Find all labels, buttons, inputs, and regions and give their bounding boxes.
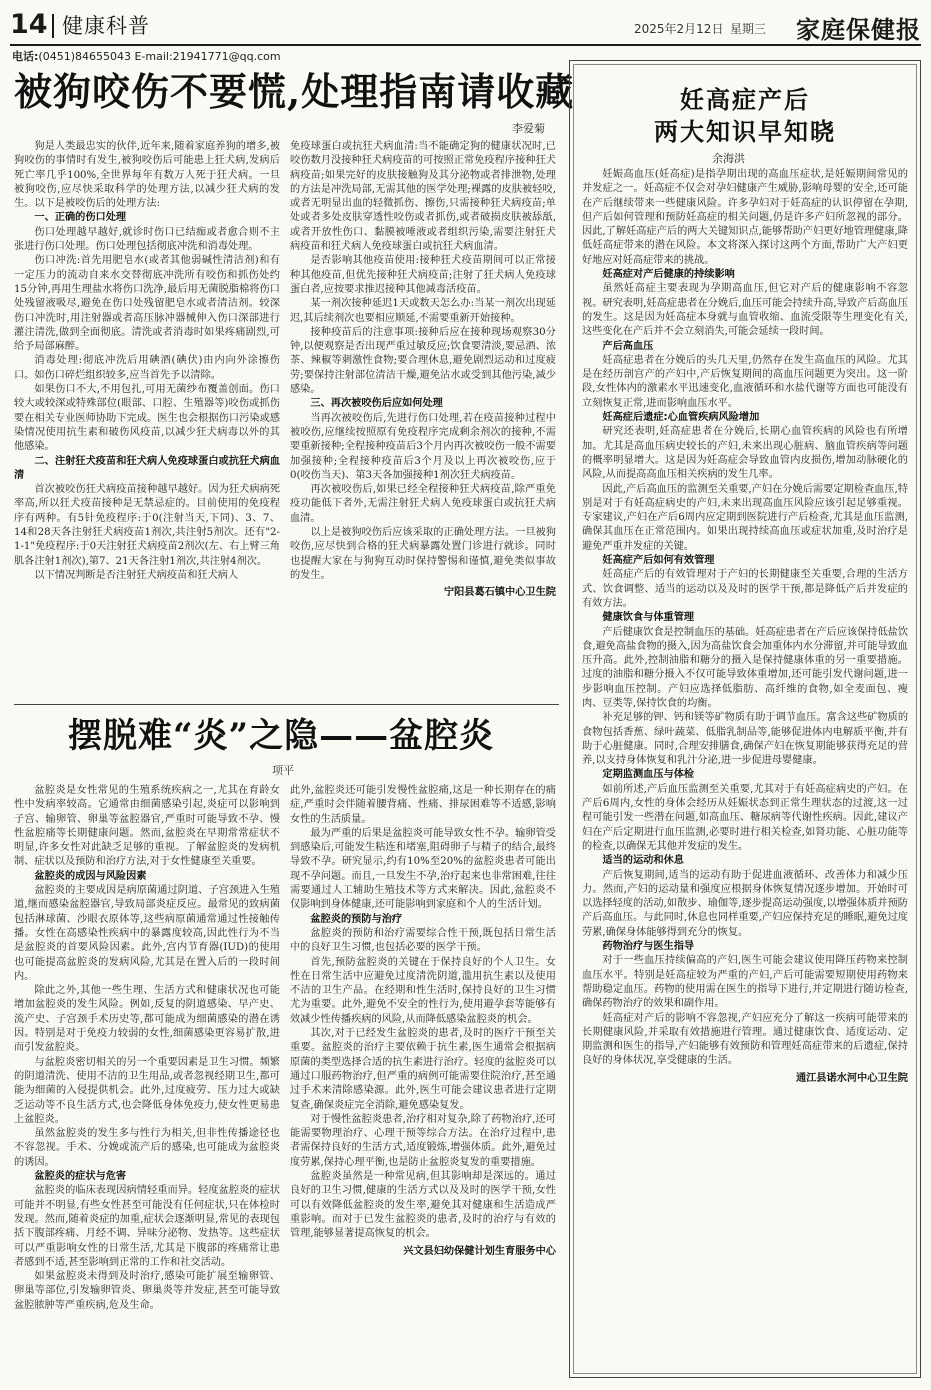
paragraph: 因此,产后高血压的监测至关重要,产妇在分娩后需要定期检查血压,特别是对于有妊高症病史的产妇,未来出现高血压风险应该引起足够重视。专家建议,产妇在产后6周内应定期到医院进行产后检查,尤其是血压监测,确保其血压在正常范围内。如果出现持续高血压或症状加重,及时治疗是避免严重并发症的关键。: [582, 483, 908, 552]
masthead: [10, 8, 921, 44]
paragraph: 狗是人类最忠实的伙伴,近年来,随着家庭养狗的增多,被狗咬伤的事情时有发生,被狗咬伤后可能患上狂犬病,发病后死亡率几乎100%,全世界每年有数万人死于狂犬病。一旦被狗咬伤,应尽快采取科学的处理方法,以减少狂犬病的发生。以下是被咬伤后的处理方法:: [14, 141, 280, 210]
contact-line: [12, 48, 281, 64]
subheading: 药物治疗与医生指导: [602, 941, 695, 953]
subheading: 二、注射狂犬疫苗和狂犬病人免疫球蛋白或抗狂犬病血清: [14, 455, 280, 481]
contact-label: 电话:: [12, 50, 39, 63]
paragraph: 盆腔炎的主要成因是病原菌通过阴道、子宫颈进入生殖道,继而感染盆腔器官,导致局部炎症反应。最常见的致病菌包括淋球菌、沙眼衣原体等,这些病原菌通常通过性接触传播。女性在高感染性疾病中的暴露度较高,因此性行为不当是盆腔炎的首要风险因素。此外,宫内节育器(IUD)的使用也可能提高盆腔炎的发病风险,尤其是在置入后的一段时间内。: [14, 885, 280, 982]
paragraph: 首先,预防盆腔炎的关键在于保持良好的个人卫生。女性在日常生活中应避免过度清洗阴道,滥用抗生素以及使用不洁的卫生产品。在经期和性生活时,保持良好的卫生习惯尤为重要。此外,避免不安全的性行为,使用避孕套等能够有效减少性传播疾病的风险,从而降低感染盆腔炎的机会。: [290, 956, 556, 1025]
author-affiliation: 宁阳县葛石镇中心卫生院: [443, 587, 556, 599]
paragraph: 伤口冲洗:首先用肥皂水(或者其他弱碱性清洁剂)和有一定压力的流动自来水交替彻底冲洗所有咬伤和抓伤处约15分钟,再用生理盐水将伤口洗净,最后用无菌脱脂棉将伤口处残留液吸尽,避免在伤口处残留肥皂水或者清洁剂。较深伤口冲洗时,用注射器或者高压脉冲器械伸入伤口深部进行灌注清洗,做到全面彻底。清洗或者消毒时如果疼痛剧烈,可给予局部麻醉。: [14, 255, 280, 353]
paragraph: 免疫球蛋白或抗狂犬病血清:当不能确定狗的健康状况时,已咬伤数月没接种狂犬病疫苗的可按照正常免疫程序接种狂犬病疫苗;如果完好的皮肤接触狗及其分泌物或者排泄物,处理的方法是冲洗局部,无需其他的医学处理;裸露的皮肤被轻咬,或者无明显出血的轻微抓伤、擦伤,只需接种狂犬病疫苗;单处或者多处皮肤穿透性咬伤或者抓伤,或者破损皮肤被舔舐,或者开放性伤口、黏膜被唾液或者组织污染,需要注射狂犬病疫苗和狂犬病人免疫球蛋白或抗狂犬病血清。: [290, 141, 556, 253]
paragraph: 伤口处理越早越好,就诊时伤口已结痂或者愈合则不主张进行伤口处理。伤口处理包括彻底冲洗和消毒处理。: [14, 226, 280, 253]
paragraph: 妊高症对产后的影响不容忽视,产妇应充分了解这一疾病可能带来的长期健康风险,并采取有效措施进行管理。通过健康饮食、适度运动、定期监测和医生的指导,产妇能够有效预防和管理妊高症带来的后遗症,保持良好的身体状况,享受健康的生活。: [582, 1012, 908, 1067]
paragraph: 盆腔炎的预防和治疗需要综合性干预,既包括日常生活中的良好卫生习惯,也包括必要的医学干预。: [290, 927, 556, 954]
subheading: 三、再次被咬伤后应如何处理: [310, 398, 443, 410]
paragraph: 盆腔炎是女性常见的生殖系统疾病之一,尤其在育龄女性中发病率较高。它通常由细菌感染引起,炎症可以影响到子宫、输卵管、卵巢等盆腔器官,严重时可能导致不孕、慢性盆腔痛等长期健康问题。然而,盆腔炎在早期常常症状不明显,许多女性对此缺乏足够的重视。了解盆腔炎的发病机制、症状以及预防和治疗方法,对于女性健康至关重要。: [14, 785, 280, 868]
paragraph: 消毒处理:彻底冲洗后用碘酒(碘伏)由内向外涂擦伤口。如伤口碎烂组织较多,应当首先予以清除。: [14, 355, 280, 381]
paragraph: 补充足够的钾、钙和镁等矿物质有助于调节血压。富含这些矿物质的食物包括香蕉、绿叶蔬菜、低脂乳制品等,能够促进体内电解质平衡,并有助于心脏健康。同时,合理安排膳食,确保产妇在恢复期能够获得充足的营养,以支持身体恢复和乳汁分泌,进一步促进母婴健康。: [582, 712, 908, 767]
article-divider: [14, 704, 559, 705]
paragraph: 以下情况判断是否注射狂犬病疫苗和狂犬病人: [34, 569, 239, 581]
article3-author: 余海洪: [712, 152, 745, 165]
publication-date: 2025年2月12日: [634, 22, 724, 36]
paragraph: 对于一些血压持续偏高的产妇,医生可能会建议使用降压药物来控制血压水平。特别是妊高症较为严重的产妇,产后可能需要短期使用药物来帮助稳定血压。药物的使用需在医生的指导下进行,并定期进行随访检查,确保药物治疗的效果和副作用。: [582, 955, 908, 1010]
paragraph: 产后恢复期间,适当的运动有助于促进血液循环、改善体力和减少压力。然而,产妇的运动量和强度应根据身体恢复情况逐步增加。开始时可以选择轻度的活动,如散步、瑜伽等,逐步提高运动强度,以增强体质并预防产后高血压。与此同时,休息也同样重要,产妇应保持充足的睡眠,避免过度劳累,确保身体能够得到充分的恢复。: [582, 869, 908, 938]
masthead-rule: [10, 44, 921, 46]
paragraph: 盆腔炎的临床表现因病情轻重而异。轻度盆腔炎的症状可能并不明显,有些女性甚至可能没有任何症状,只在体检时发现。然而,随着炎症的加重,症状会逐渐明显,常见的表现包括下腹部疼痛、月经不调、异味分泌物、发热等。这些症状可以严重影响女性的日常生活,尤其是下腹部的疼痛常让患者感到不适,甚至影响到正常的工作和社交活动。: [14, 1185, 280, 1268]
contact-info: (0451)84655043 E-mail:21941771@qq.com: [38, 50, 281, 63]
paragraph: 妊高症患者在分娩后的头几天里,仍然存在发生高血压的风险。尤其是在经历剖宫产的产妇中,产后恢复期间的高血压问题更为突出。这一阶段,女性体内的激素水平迅速变化,血液循环和水盐代谢等方面也可能没有立刻恢复正常,进而影响血压水平。: [582, 354, 908, 409]
paragraph: 对于慢性盆腔炎患者,治疗相对复杂,除了药物治疗,还可能需要物理治疗、心理干预等综合方法。在治疗过程中,患者需保持良好的生活方式,适度锻炼,增强体质。此外,避免过度劳累,保持心理平衡,也是防止盆腔炎复发的重要措施。: [290, 1113, 556, 1168]
paragraph: 盆腔炎虽然是一种常见病,但其影响却是深远的。通过良好的卫生习惯,健康的生活方式以及及时的医学干预,女性可以有效降低盆腔炎的发生率,避免其对健康和生活造成严重影响。而对于已发生盆腔炎的患者,及时的治疗与有效的管理,能够显著提高恢复的机会。: [290, 1171, 556, 1240]
subheading: 产后高血压: [602, 340, 654, 352]
article3-title-line1: 妊高症产后: [680, 85, 810, 114]
section-name: 健康科普: [62, 14, 150, 38]
weekday: 星期三: [730, 22, 767, 36]
article1-column-2: [290, 140, 556, 695]
paragraph: 某一剂次接种延迟1天或数天怎么办:当某一剂次出现延迟,其后续剂次也要相应顺延,不需要重新开始接种。: [290, 298, 556, 324]
paragraph: 接种疫苗后的注意事项:接种后应在接种现场观察30分钟,以便观察是否出现严重过敏反应;饮食要清淡,要忌酒、浓茶、辣椒等刺激性食物;要合理休息,避免剧烈运动和过度疲劳;要保持注射部位清洁干燥,避免沾水或受到其他污染,减少感染。: [290, 326, 556, 396]
article2-author: 项平: [272, 764, 294, 777]
subheading: 盆腔炎的预防与治疗: [310, 913, 403, 925]
article2-column-1: [14, 784, 280, 1374]
article3-title-line2: 两大知识早知晓: [654, 117, 836, 146]
paragraph: 如果伤口不大,不用包扎,可用无菌纱布覆盖创面。伤口较大或较深或特殊部位(眼部、口腔、生殖器等)咬伤或抓伤要在相关专业医师协助下完成。医生也会根据伤口污染或感染情况使用抗生素和破伤风疫苗,以减少狂犬病毒以外的其他感染。: [14, 384, 280, 453]
paragraph: 再次被咬伤后,如果已经全程接种狂犬病疫苗,除严重免疫功能低下者外,无需注射狂犬病人免疫球蛋白或抗狂犬病血清。: [290, 484, 556, 524]
subheading: 盆腔炎的症状与危害: [34, 1171, 127, 1183]
paragraph: 妊娠高血压(妊高症)是指孕期出现的高血压症状,是妊娠期间常见的并发症之一。妊高症不仅会对孕妇健康产生威胁,影响母婴的安全,还可能在产后继续带来一些健康风险。许多孕妇对于妊高症的认识停留在孕期,但产后如何管理和预防妊高症的相关问题,仍是许多产妇所忽视的部分。因此,了解妊高症产后的两大关键知识点,能够帮助产妇更好地管理健康,降低妊高症带来的潜在风险。本文将深入探讨这两个方面,帮助广大产妇更好地应对妊高症带来的挑战。: [582, 169, 908, 266]
article2-title: 摆脱难“炎”之隐——盆腔炎: [68, 716, 495, 756]
subheading: 妊高症后遗症:心血管疾病风险增加: [602, 412, 760, 424]
subheading: 适当的运动和休息: [602, 855, 684, 867]
subheading: 盆腔炎的成因与风险因素: [34, 870, 147, 882]
paragraph: 以上是被狗咬伤后应该采取的正确处理方法。一旦被狗咬伤,应尽快到合格的狂犬病暴露处置门诊进行就诊。同时也提醒大家在与狗狗互动时保持警惕和谨慎,避免类似事故的发生。: [290, 527, 556, 581]
paragraph: 最为严重的后果是盆腔炎可能导致女性不孕。输卵管受到感染后,可能发生粘连和堵塞,阻碍卵子与精子的结合,最终导致不孕。研究显示,约有10%至20%的盆腔炎患者可能出现不孕问题。而且,一旦发生不孕,治疗起来也非常困难,往往需要通过人工辅助生殖技术等方式来解决。因此,盆腔炎不仅影响到身体健康,还可能影响到家庭和个人的生活计划。: [290, 827, 556, 911]
paragraph: 研究还表明,妊高症患者在分娩后,长期心血管疾病的风险也有所增加。尤其是高血压病史较长的产妇,未来出现心脏病、脑血管疾病等问题的概率明显增大。这是因为妊高症会导致血管内皮损伤,增加动脉硬化的风险,从而提高高血压相关疾病的发生几率。: [582, 426, 908, 481]
author-affiliation: 兴文县妇幼保健计划生育服务中心: [403, 1245, 556, 1257]
page-number: 14: [10, 9, 48, 40]
subheading: 一、正确的伤口处理: [34, 212, 127, 224]
paragraph: 如前所述,产后血压监测至关重要,尤其对于有妊高症病史的产妇。在产后6周内,女性的身体会经历从妊娠状态到正常生理状态的过渡,这一过程可能引发一些潜在问题,如高血压、糖尿病等代谢性疾病。因此,建议产妇在产后定期进行血压监测,必要时进行相关检查,如肾功能、心脏功能等的检查,以确保无其他并发症的发生。: [582, 783, 908, 852]
paragraph: 是否影响其他疫苗使用:接种狂犬疫苗期间可以正常接种其他疫苗,但优先接种狂犬病疫苗;注射了狂犬病人免疫球蛋白者,应按要求推迟接种其他减毒活疫苗。: [290, 255, 556, 295]
newspaper-name: 家庭保健报: [796, 15, 921, 44]
author-affiliation: 通江县诺水河中心卫生院: [795, 1072, 908, 1084]
subheading: 定期监测血压与体检: [602, 769, 695, 781]
paragraph: 首次被咬伤狂犬病疫苗接种越早越好。因为狂犬病病死率高,所以狂犬疫苗接种是无禁忌症的。目前使用的免疫程序有两种。有5针免疫程序:于0(注射当天,下同)、3、7、14和28天各注射狂犬病疫苗1剂次,共注射5剂次。还有"2-1-1"免疫程序:于0天注射狂犬病疫苗2剂次(左、右上臂三角肌各注射1剂次),第7、21天各注射1剂次,共注射4剂次。: [14, 484, 280, 567]
paragraph: 虽然妊高症主要表现为孕期高血压,但它对产后的健康影响不容忽视。研究表明,妊高症患者在分娩后,血压可能会持续升高,导致产后高血压的发生。这是因为妊高症本身就与血管收缩、血流受限等生理变化有关,这些变化在产后并不会立刻消失,可能会延续一段时间。: [582, 283, 908, 338]
subheading: 妊高症对产后健康的持续影响: [602, 269, 735, 281]
paragraph: 除此之外,其他一些生理、生活方式和健康状况也可能增加盆腔炎的发生风险。例如,反复的阴道感染、早产史、流产史、子宫颈手术历史等,都可能成为细菌感染的潜在诱因。特别是对于免疫力较弱的女性,细菌感染更容易扩散,进而引发盆腔炎。: [14, 985, 280, 1054]
paragraph: 虽然盆腔炎的发生多与性行为相关,但非性传播途径也不容忽视。手术、分娩或流产后的感染,也可能成为盆腔炎的诱因。: [14, 1128, 280, 1168]
article3-body: [582, 168, 908, 1364]
article1-author: 李爱菊: [512, 122, 545, 135]
paragraph: 当再次被咬伤后,先进行伤口处理,若在疫苗接种过程中被咬伤,应继续按照原有免疫程序完成剩余剂次的接种,不需要重新接种;全程接种疫苗后3个月内再次被咬伤一般不需要加强接种;全程接种疫苗后3个月及以上再次被咬伤,应于0(咬伤当天)、第3天各加强接种1剂次狂犬病疫苗。: [290, 412, 556, 481]
paragraph: 如果盆腔炎未得到及时治疗,感染可能扩展至输卵管、卵巢等部位,引发输卵管炎、卵巢炎等并发症,甚至可能导致盆腔脓肿等严重疾病,危及生命。: [14, 1271, 280, 1311]
article2-column-2: [290, 784, 556, 1374]
paragraph: 此外,盆腔炎还可能引发慢性盆腔痛,这是一种长期存在的痛症,严重时会伴随着腰背痛、性痛、排尿困难等不适感,影响女性的生活质量。: [290, 785, 556, 825]
article1-title: 被狗咬伤不要慌,处理指南请收藏: [14, 69, 575, 114]
paragraph: 妊高症产后的有效管理对于产妇的长期健康至关重要,合理的生活方式、饮食调整、适当的运动以及及时的医学干预,都是降低产后并发症的有效方法。: [582, 569, 908, 609]
paragraph: 其次,对于已经发生盆腔炎的患者,及时的医疗干预至关重要。盆腔炎的治疗主要依赖于抗生素,医生通常会根据病原菌的类型选择合适的抗生素进行治疗。轻度的盆腔炎可以通过口服药物治疗,但严重的病例可能需要住院治疗,甚至通过手术来清除感染源。此外,医生可能会建议患者进行定期复查,确保炎症完全消除,避免感染复发。: [290, 1028, 556, 1111]
article1-column-1: [14, 140, 280, 695]
paragraph: 与盆腔炎密切相关的另一个重要因素是卫生习惯。频繁的阴道清洗、使用不洁的卫生用品,或者忽视经期卫生,都可能为细菌的入侵提供机会。此外,过度疲劳、压力过大或缺乏运动等不良生活方式,也会降低身体免疫力,使女性更易患上盆腔炎。: [14, 1056, 280, 1125]
paragraph: 产后健康饮食是控制血压的基础。妊高症患者在产后应该保持低盐饮食,避免高盐食物的摄入,因为高盐饮食会加重体内水分滞留,并可能导致血压升高。此外,控制油脂和糖分的摄入是保持健康体重的另一重要措施。过度的油脂和糖分摄入不仅可能导致体重增加,还可能引发代谢问题,进一步影响血压控制。产妇应选择低脂肪、高纤维的食物,如全麦面包、瘦肉、豆类等,保持饮食的均衡。: [582, 626, 908, 709]
subheading: 健康饮食与体重管理: [602, 612, 695, 624]
masthead-divider: [52, 14, 54, 38]
subheading: 妊高症产后如何有效管理: [602, 555, 715, 567]
